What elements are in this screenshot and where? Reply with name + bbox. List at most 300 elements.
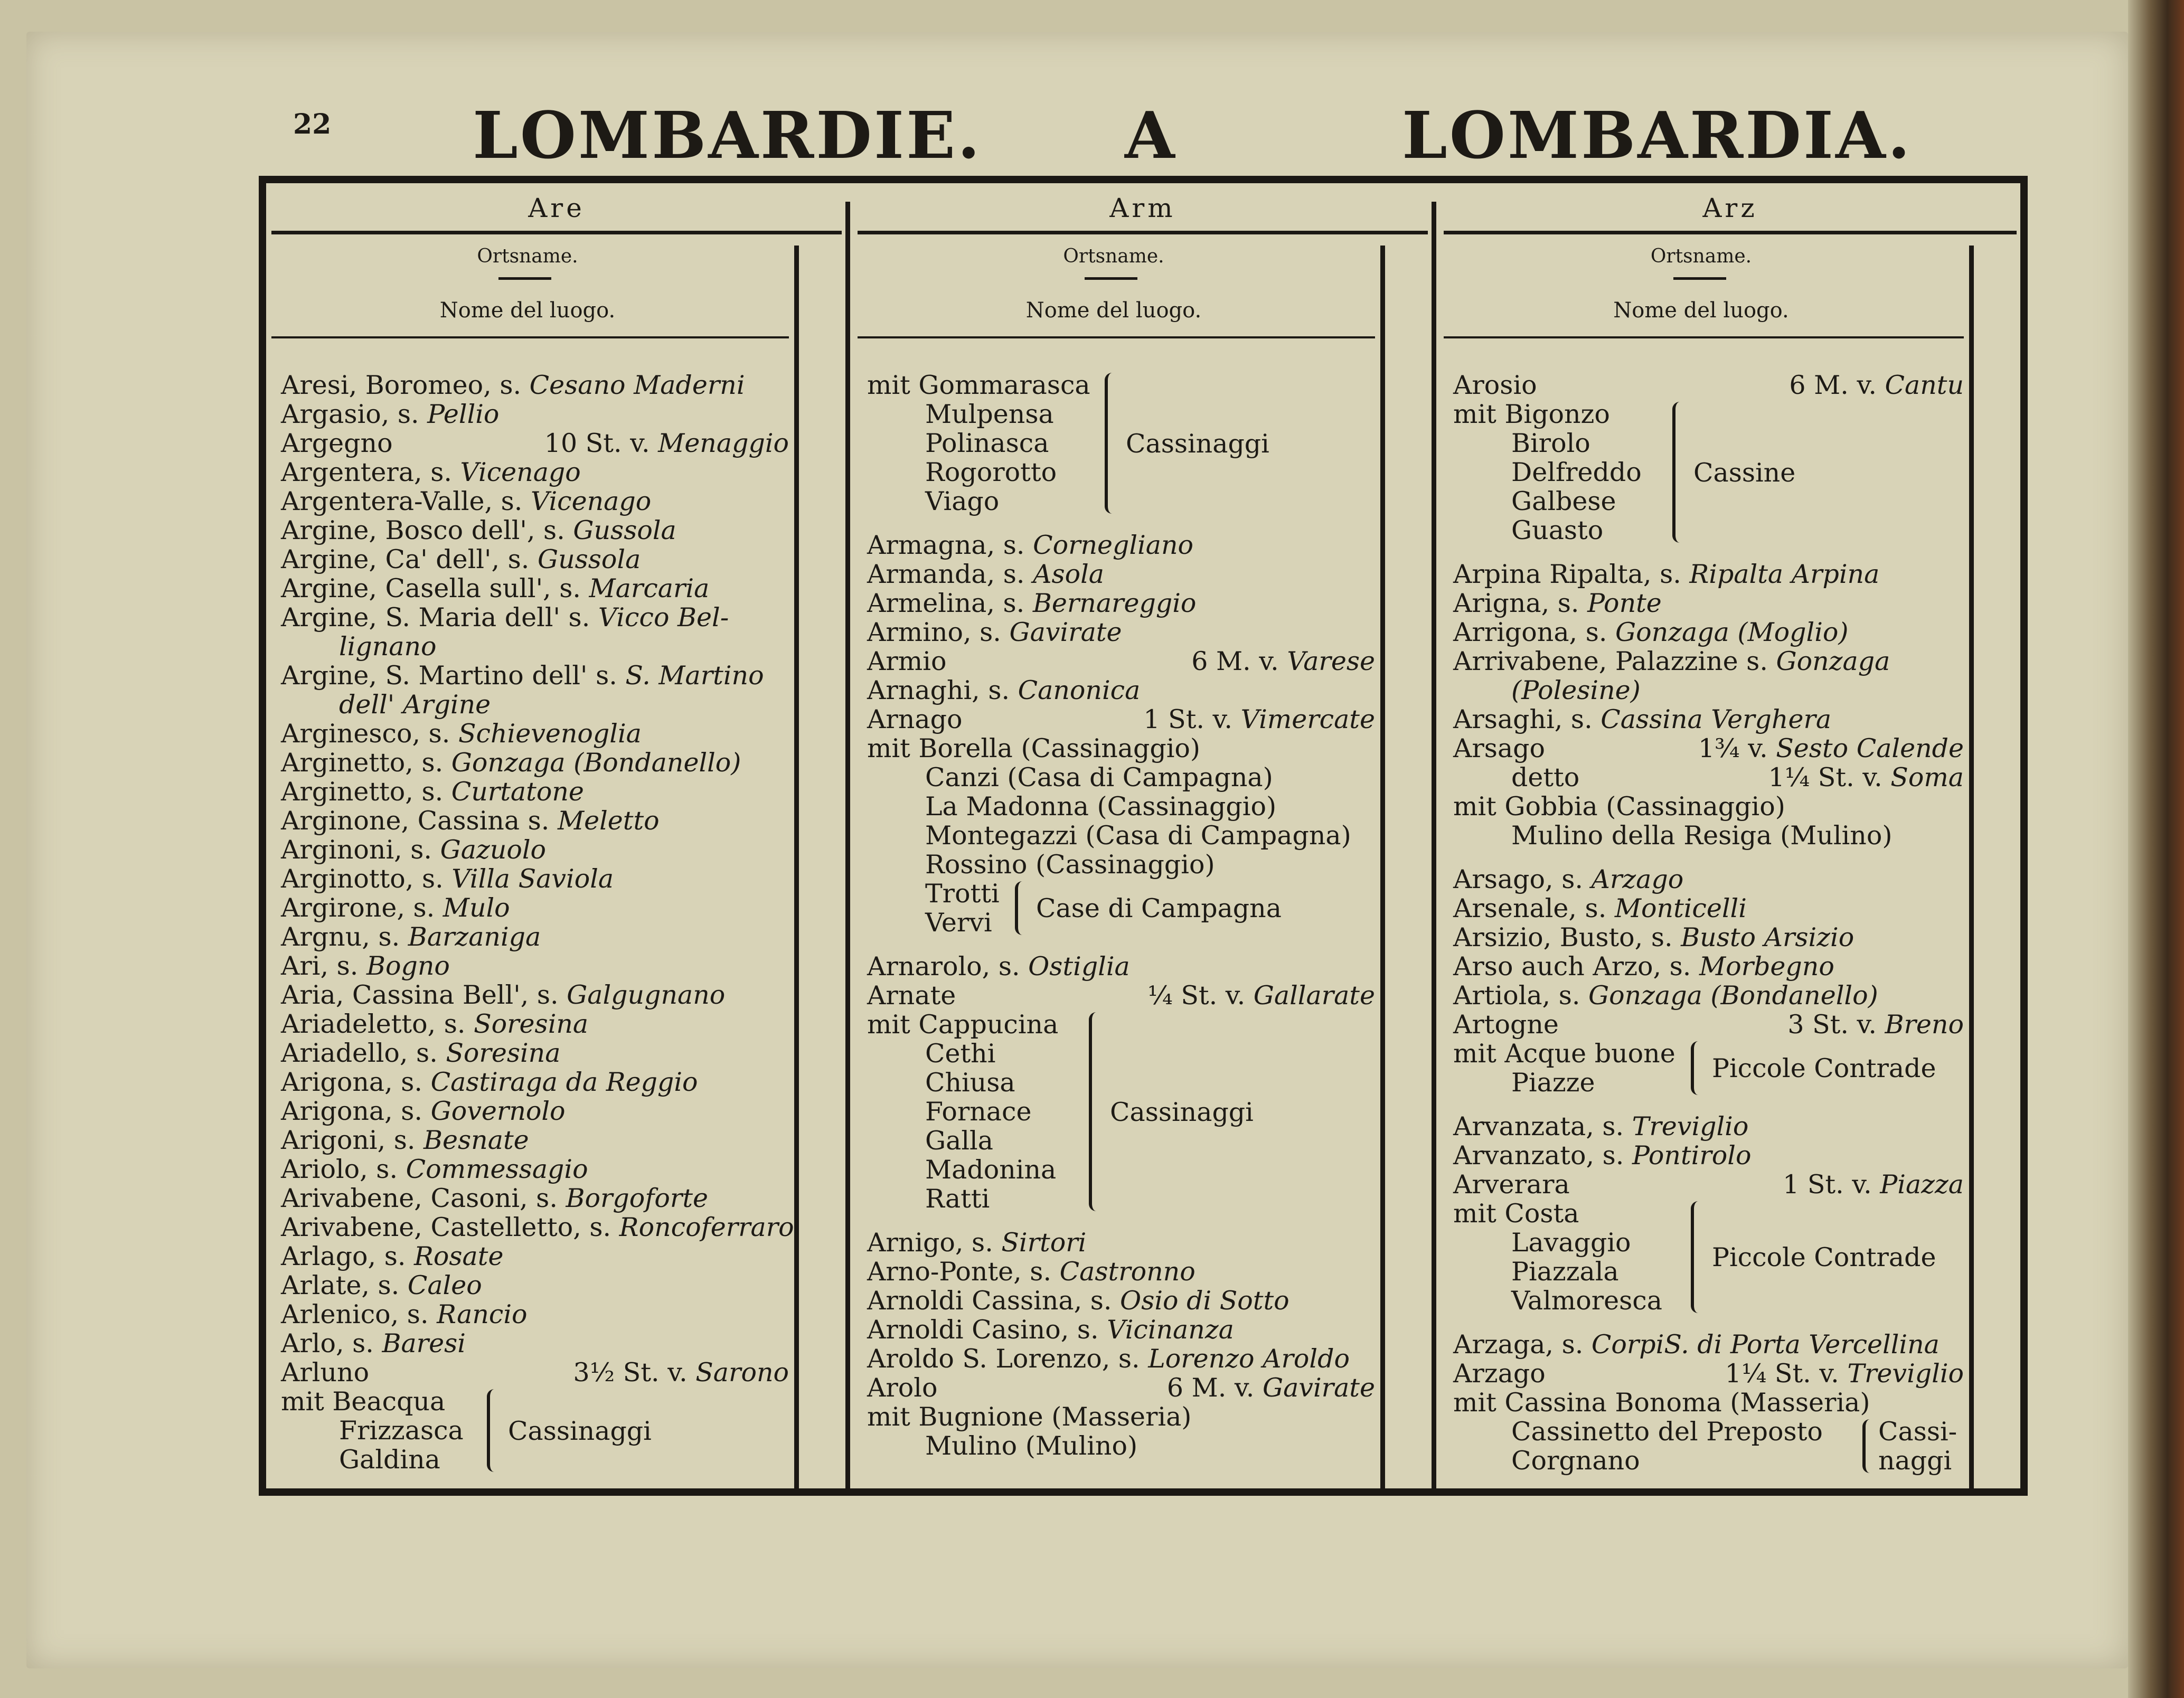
parish-reference: Bernareggio <box>1032 588 1197 618</box>
distance <box>1698 734 1964 763</box>
place-name: Aresi, Boromeo, s. <box>281 370 530 400</box>
parish-reference: Vicenago <box>530 486 652 516</box>
list-item <box>867 1402 1375 1431</box>
list-item <box>281 1155 789 1184</box>
distance <box>1783 1170 1964 1199</box>
parish-reference: Soresina <box>474 1009 589 1039</box>
place-name: Arrigona, s. <box>1453 617 1615 647</box>
place-name: Madonina <box>925 1155 1057 1185</box>
subheader-german: Ortsname. <box>1650 246 1752 267</box>
parish-reference: Bogno <box>366 951 450 981</box>
place-name: Cethi <box>925 1039 996 1069</box>
list-item <box>1453 821 1964 850</box>
distance-town: Sesto Calende <box>1776 733 1964 763</box>
list-item <box>281 1358 789 1387</box>
list-item <box>1453 560 1964 589</box>
list-item <box>281 748 789 777</box>
place-name: detto <box>1511 762 1580 793</box>
place-name: Acque buone <box>1504 1039 1675 1069</box>
list-item <box>281 777 789 806</box>
inner-column-rule <box>794 246 799 1488</box>
parish-reference: Marcaria <box>589 573 710 603</box>
place-name: Argnu, s. <box>281 922 408 952</box>
parish-reference: Barzaniga <box>408 922 541 952</box>
list-item <box>1453 429 1964 458</box>
list-item <box>281 835 789 864</box>
list-item <box>867 1126 1375 1155</box>
parish-reference: (Polesine) <box>1511 675 1641 705</box>
place-name: Galla <box>925 1126 993 1156</box>
place-name: Arginesco, s. <box>281 719 458 749</box>
list-item <box>1453 923 1964 952</box>
place-name: mit Gobbia (Cassinaggio) <box>1453 791 1785 822</box>
place-name: Artiola, s. <box>1453 980 1589 1011</box>
brace-group-wrap <box>867 879 1375 937</box>
place-name: Arsizio, Busto, s. <box>1453 922 1681 952</box>
place-name: Arlago, s. <box>281 1241 415 1271</box>
parish-reference: Cesano Maderni <box>529 370 745 400</box>
place-name: Galbese <box>1511 486 1616 516</box>
list-item <box>867 1010 1375 1039</box>
list-item <box>867 589 1375 618</box>
list-item <box>281 1212 794 1242</box>
parish-reference: Lorenzo Aroldo <box>1148 1344 1350 1374</box>
list-item <box>1453 1359 1964 1388</box>
parish-reference: Ripalta Arpina <box>1689 559 1880 589</box>
brace-group <box>281 1387 789 1474</box>
parish-reference: Baresi <box>382 1328 466 1359</box>
distance-town: Gavirate <box>1262 1373 1375 1403</box>
place-name: Arnago <box>867 704 963 734</box>
title-german: LOMBARDIE. <box>473 97 982 173</box>
spacer <box>867 516 1375 531</box>
list-item <box>281 690 789 719</box>
list-item <box>867 1068 1375 1097</box>
list-item <box>1453 676 1964 705</box>
list-item <box>1453 647 1964 676</box>
parish-reference: Meletto <box>557 806 660 836</box>
place-name: Guasto <box>1511 515 1604 545</box>
list-item <box>867 458 1375 487</box>
list-item <box>1453 1010 1964 1039</box>
brace-mark <box>1015 881 1024 935</box>
place-name: Arsenale, s. <box>1453 893 1615 923</box>
place-name: Delfreddo <box>1511 457 1642 487</box>
place-name: Arigona, s. <box>281 1067 431 1097</box>
list-item <box>1453 1141 1964 1170</box>
parish-reference: Villa Saviola <box>451 864 614 894</box>
column-separator <box>845 202 850 1488</box>
brace-group <box>1453 1199 1964 1315</box>
place-name: Polinasca <box>925 428 1049 458</box>
list-item <box>281 603 789 632</box>
place-name: Arginoni, s. <box>281 835 440 865</box>
place-name: Arzaga, s. <box>1453 1329 1592 1360</box>
list-item <box>281 1445 789 1474</box>
parish-reference: Arzago <box>1591 864 1684 894</box>
list-item <box>281 806 789 835</box>
parish-reference: S. Martino <box>625 661 764 691</box>
place-name: Arverara <box>1453 1169 1570 1200</box>
mini-rule <box>498 277 551 280</box>
place-name: Ariadello, s. <box>281 1038 446 1068</box>
list-item <box>281 371 789 400</box>
subheader-rule <box>271 336 789 338</box>
place-name: Mulino (Mulino) <box>925 1431 1138 1461</box>
brace-mark <box>1862 1419 1872 1473</box>
column-header: Arz <box>1702 193 1758 223</box>
group-lead: mit <box>1453 1039 1505 1069</box>
distance-text: 6 M. v. <box>1166 1373 1263 1403</box>
place-name: Montegazzi (Casa di Campagna) <box>925 820 1351 851</box>
place-name: Argine, S. Maria dell' s. <box>281 602 598 633</box>
place-name: Arpina Ripalta, s. <box>1453 559 1690 589</box>
parish-reference: Pontirolo <box>1632 1140 1752 1171</box>
list-item <box>281 1387 789 1416</box>
place-name: Chiusa <box>925 1068 1015 1098</box>
list-item <box>867 763 1375 792</box>
list-item <box>281 1329 789 1358</box>
parish-reference: dell' Argine <box>339 690 491 720</box>
place-name: Argentera-Valle, s. <box>281 486 531 516</box>
place-name: Piazzala <box>1511 1257 1619 1287</box>
distance-text: ¼ St. v. <box>1147 980 1254 1011</box>
parish-reference: Gussola <box>573 515 676 545</box>
list-item <box>867 560 1375 589</box>
place-name: Frizzasca <box>339 1416 464 1446</box>
distance-town: Cantu <box>1885 370 1964 400</box>
place-name: Mulpensa <box>925 399 1054 429</box>
list-item <box>867 531 1375 560</box>
list-item <box>281 864 789 893</box>
spacer <box>1453 1315 1964 1330</box>
place-name: Viago <box>925 486 1000 516</box>
place-name: Argine, Casella sull', s. <box>281 573 589 603</box>
distance <box>1768 763 1964 792</box>
brace-group <box>867 879 1375 937</box>
place-name: Arigoni, s. <box>281 1125 424 1155</box>
place-name: Rossino (Cassinaggio) <box>925 850 1215 880</box>
distance-town: Vimercate <box>1240 704 1375 734</box>
list-item <box>867 487 1375 516</box>
distance-text: 6 M. v. <box>1789 370 1885 400</box>
place-name: Vervi <box>925 908 992 938</box>
group-label: Cassine <box>1693 457 1796 488</box>
place-name: Arzago <box>1453 1359 1546 1389</box>
parish-reference: Galgugnano <box>567 980 726 1010</box>
place-name: Costa <box>1504 1199 1579 1229</box>
place-name: Arginetto, s. <box>281 748 451 778</box>
list-item <box>281 951 789 980</box>
column-header: Arm <box>1109 193 1176 223</box>
list-item <box>281 719 789 748</box>
subheader-italian: Nome del luogo. <box>1025 298 1202 323</box>
distance-town: Sarono <box>695 1357 789 1388</box>
group-label: Cassinaggi <box>1110 1097 1254 1127</box>
brace-group <box>867 371 1375 516</box>
list-item <box>281 893 789 922</box>
column-header: Are <box>528 193 585 223</box>
column-are <box>266 183 847 1488</box>
place-name: Lavaggio <box>1511 1228 1631 1258</box>
distance-text: 1¼ St. v. <box>1725 1359 1848 1389</box>
list-item <box>281 980 789 1010</box>
place-name: Gommarasca <box>918 370 1090 400</box>
place-name: Ratti <box>925 1184 990 1214</box>
list-item <box>1453 1388 1964 1417</box>
place-name: Argine, Ca' dell', s. <box>281 544 538 574</box>
place-name: Arsaghi, s. <box>1453 704 1601 734</box>
place-name: Arvanzata, s. <box>1453 1111 1632 1142</box>
place-name: Canzi (Casa di Campagna) <box>925 762 1273 793</box>
header-rule <box>1444 231 2017 234</box>
list-item <box>1453 705 1964 734</box>
list-item <box>1453 400 1964 429</box>
page-number: 22 <box>293 108 332 140</box>
mini-rule <box>1085 277 1137 280</box>
subheader-italian: Nome del luogo. <box>439 298 616 323</box>
list-item <box>1453 981 1964 1010</box>
list-item <box>281 487 789 516</box>
parish-reference: Gussola <box>537 544 641 574</box>
parish-reference: Schievenoglia <box>458 719 642 749</box>
list-item <box>867 981 1375 1010</box>
subheader-german: Ortsname. <box>1063 246 1164 267</box>
table-frame <box>259 176 2028 1496</box>
list-item <box>867 821 1375 850</box>
place-name: Bigonzo <box>1504 399 1610 429</box>
list-item <box>281 1097 789 1126</box>
list-item <box>281 922 789 951</box>
brace-mark <box>1089 1012 1098 1211</box>
parish-reference: Roncoferraro <box>619 1212 794 1242</box>
place-name: Arnate <box>867 980 956 1011</box>
place-name: Piazze <box>1511 1068 1595 1098</box>
place-name: mit Borella (Cassinaggio) <box>867 733 1201 763</box>
list-item <box>1453 589 1964 618</box>
list-item <box>1453 894 1964 923</box>
entry-list <box>867 371 1375 1460</box>
place-name: Arginotto, s. <box>281 864 452 894</box>
list-item <box>867 850 1375 879</box>
list-item <box>867 1257 1375 1286</box>
distance <box>1789 371 1964 400</box>
list-item <box>281 545 789 574</box>
place-name: Arigona, s. <box>281 1096 431 1126</box>
title-range: A <box>1125 97 1177 173</box>
parish-reference: Gonzaga (Bondanello) <box>1588 980 1878 1011</box>
list-item <box>867 1228 1375 1257</box>
list-item <box>281 574 789 603</box>
distance-text: 6 M. v. <box>1191 646 1287 676</box>
list-item <box>281 1126 789 1155</box>
group-lead: mit <box>1453 1199 1505 1229</box>
subheader-german: Ortsname. <box>477 246 578 267</box>
header-rule <box>858 231 1428 234</box>
list-item <box>1453 487 1964 516</box>
list-item <box>867 1039 1375 1068</box>
parish-reference: Pellio <box>427 399 500 429</box>
parish-reference: Governolo <box>430 1096 566 1126</box>
place-name: Argirone, s. <box>281 893 443 923</box>
spacer <box>867 1213 1375 1228</box>
place-name: Galdina <box>339 1445 440 1475</box>
entry-list <box>281 370 794 1475</box>
list-item <box>867 1184 1375 1213</box>
group-label: Cassi- <box>1878 1417 1957 1447</box>
distance-text: 1¼ St. v. <box>1768 762 1891 793</box>
group-label: Piccole Contrade <box>1712 1242 1936 1272</box>
group-lead: mit <box>867 1010 919 1040</box>
parish-reference: Vicco Bel- <box>598 602 729 633</box>
place-name: Aroldo S. Lorenzo, s. <box>867 1344 1149 1374</box>
distance <box>1147 981 1375 1010</box>
place-name: Armio <box>867 646 947 676</box>
distance <box>573 1358 789 1387</box>
list-item <box>281 1010 789 1039</box>
brace-group <box>1453 1039 1964 1097</box>
parish-reference: Cassina Verghera <box>1601 704 1832 734</box>
subheader-rule <box>1444 336 1964 338</box>
place-name: Armino, s. <box>867 617 1010 647</box>
list-item <box>1453 1112 1964 1141</box>
parish-reference: Busto Arsizio <box>1681 922 1854 952</box>
place-name: Armagna, s. <box>867 530 1033 560</box>
parish-reference: Asola <box>1033 559 1104 589</box>
parish-reference: Ostiglia <box>1028 951 1130 982</box>
parish-reference: Morbegno <box>1699 951 1834 982</box>
brace-mark <box>1691 1041 1700 1095</box>
spacer <box>1453 850 1964 865</box>
place-name: Arivabene, Castelletto, s. <box>281 1212 619 1242</box>
column-arm <box>852 183 1433 1488</box>
group-label: Piccole Contrade <box>1712 1053 1936 1083</box>
place-name: Mulino della Resiga (Mulino) <box>1511 820 1893 851</box>
brace-mark <box>1691 1201 1700 1313</box>
parish-reference: Monticelli <box>1614 893 1747 923</box>
parish-reference: Treviglio <box>1632 1111 1749 1142</box>
list-item <box>1453 516 1964 545</box>
spacer <box>1453 1097 1964 1112</box>
subheader-italian: Nome del luogo. <box>1613 298 1789 323</box>
place-name: Arno-Ponte, s. <box>867 1257 1060 1287</box>
list-item <box>867 429 1375 458</box>
parish-reference: Cornegliano <box>1033 530 1194 560</box>
list-item <box>867 792 1375 821</box>
parish-reference: Castronno <box>1059 1257 1195 1287</box>
parish-reference: Vicenago <box>460 457 581 487</box>
brace-group <box>1453 400 1964 545</box>
inner-column-rule <box>1380 246 1385 1488</box>
place-name: Argegno <box>281 428 393 458</box>
list-item <box>1453 865 1964 894</box>
distance-town: Treviglio <box>1847 1359 1964 1389</box>
distance-town: Piazza <box>1880 1169 1964 1200</box>
parish-reference: Gazuolo <box>440 835 546 865</box>
place-name: Arolo <box>867 1373 938 1403</box>
place-name: Arlo, s. <box>281 1328 382 1359</box>
place-name: Arivabene, Casoni, s. <box>281 1183 566 1213</box>
place-name: Arso auch Arzo, s. <box>1453 951 1699 982</box>
place-name: Armelina, s. <box>867 588 1033 618</box>
parish-reference: Caleo <box>407 1270 482 1300</box>
place-name: Arluno <box>281 1357 370 1388</box>
list-item <box>1453 1199 1964 1228</box>
distance-text: 1 St. v. <box>1143 704 1241 734</box>
place-name: Arlenico, s. <box>281 1299 437 1329</box>
list-item <box>1453 371 1964 400</box>
subheader-rule <box>858 336 1375 338</box>
list-item <box>1453 1330 1964 1359</box>
list-item <box>281 1068 789 1097</box>
place-name: Arnaghi, s. <box>867 675 1018 705</box>
place-name: Arnoldi Casino, s. <box>867 1315 1107 1345</box>
parish-reference: Rosate <box>414 1241 504 1271</box>
list-item <box>867 1431 1375 1460</box>
list-item <box>281 1271 789 1300</box>
place-name: Valmoresca <box>1511 1286 1662 1316</box>
list-item <box>281 1300 789 1329</box>
distance-town: Varese <box>1287 646 1375 676</box>
place-name: Argasio, s. <box>281 399 428 429</box>
place-name: Cassinetto del Preposto <box>1511 1417 1823 1447</box>
list-item <box>281 400 789 429</box>
column-arz <box>1438 183 2022 1488</box>
place-name: Arginone, Cassina s. <box>281 806 558 836</box>
place-name: Birolo <box>1511 428 1590 458</box>
brace-group <box>1453 1417 1964 1475</box>
place-name: Ariolo, s. <box>281 1154 406 1184</box>
group-label: naggi <box>1878 1446 1952 1476</box>
place-name: Ari, s. <box>281 951 366 981</box>
list-item <box>1453 1286 1964 1315</box>
brace-group <box>867 1010 1375 1213</box>
list-item <box>867 618 1375 647</box>
parish-reference: CorpiS. di Porta Vercellina <box>1591 1329 1940 1360</box>
parish-reference: Osio di Sotto <box>1120 1286 1289 1316</box>
place-name: mit Cassina Bonoma (Masseria) <box>1453 1388 1870 1418</box>
distance-town: Gallarate <box>1253 980 1375 1011</box>
parish-reference: Gonzaga (Bondanello) <box>451 748 741 778</box>
distance <box>544 429 789 458</box>
parish-reference: Vicinanza <box>1107 1315 1234 1345</box>
place-name: Arnigo, s. <box>867 1228 1002 1258</box>
parish-reference: Rancio <box>437 1299 528 1329</box>
group-lead: mit <box>281 1386 333 1417</box>
place-name: Arlate, s. <box>281 1270 408 1300</box>
distance-town: Soma <box>1890 762 1964 793</box>
brace-mark <box>487 1389 496 1472</box>
mini-rule <box>1673 277 1726 280</box>
distance-text: 1 St. v. <box>1783 1169 1880 1200</box>
parish-reference: Besnate <box>423 1125 529 1155</box>
list-item <box>867 400 1375 429</box>
inner-column-rule <box>1969 246 1974 1488</box>
group-label: Cassinaggi <box>508 1416 652 1446</box>
list-item <box>281 632 789 661</box>
spacer <box>1453 545 1964 560</box>
brace-mark <box>1672 402 1682 543</box>
parish-reference: Commessagio <box>406 1154 588 1184</box>
distance-text: 1¾ v. <box>1698 733 1776 763</box>
parish-reference: Mulo <box>443 893 510 923</box>
list-item <box>867 1286 1375 1315</box>
brace-mark <box>1105 373 1114 514</box>
place-name: Cappucina <box>918 1010 1059 1040</box>
list-item <box>1453 618 1964 647</box>
place-name: Arvanzato, s. <box>1453 1140 1632 1171</box>
group-label: Cassinaggi <box>1126 428 1269 459</box>
